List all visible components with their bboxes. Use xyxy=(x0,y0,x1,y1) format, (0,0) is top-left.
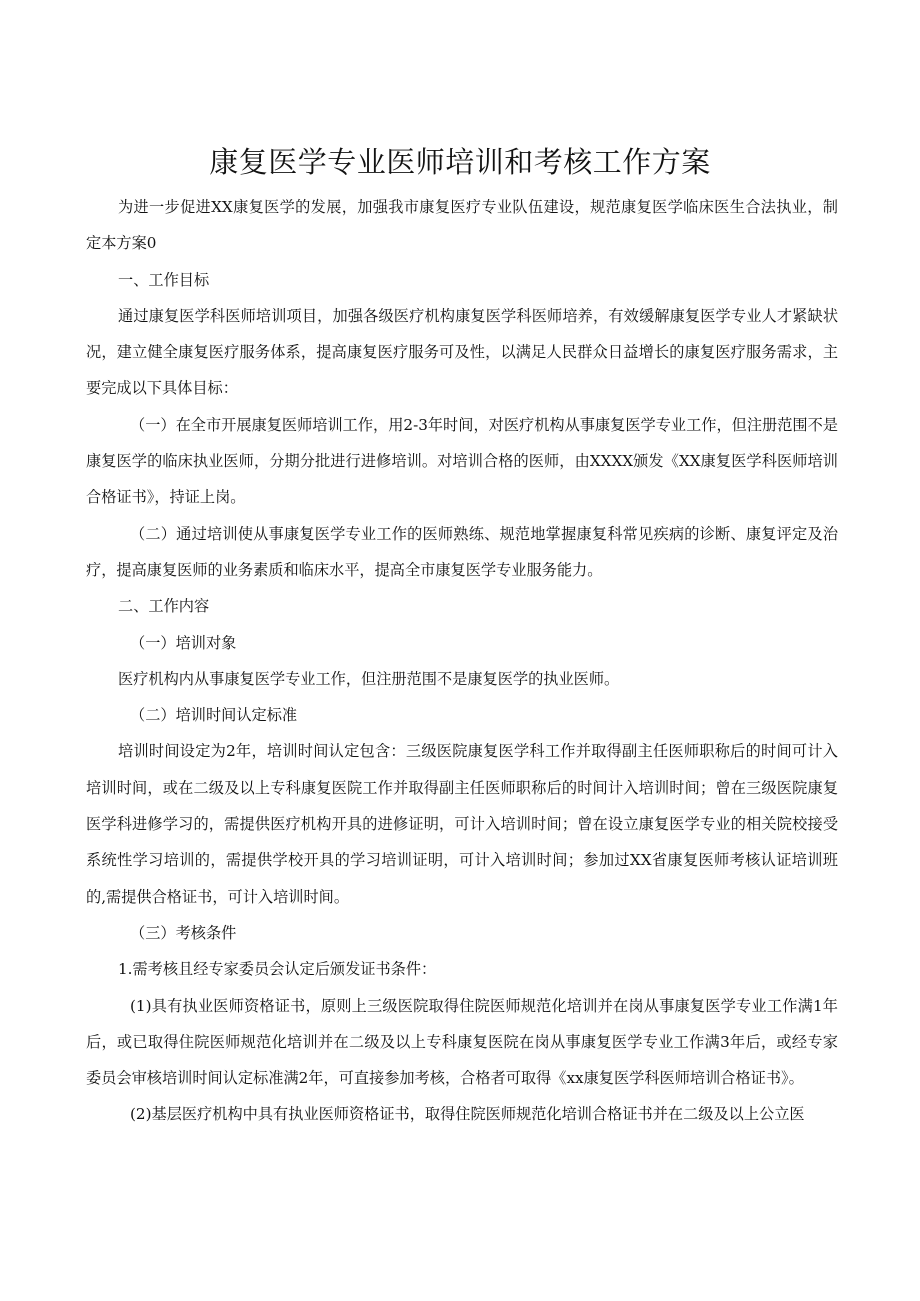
section-heading-goals: 一、工作目标 xyxy=(118,270,210,289)
paragraph-condition-1-2: (2)基层医疗机构中具有执业医师资格证书，取得住院医师规范化培训合格证书并在二级及以上公立医 xyxy=(130,1105,805,1124)
document-body xyxy=(86,189,838,1133)
paragraph-goal-2: （二）通过培训使从事康复医学专业工作的医师熟练、规范地掌握康复科常见疾病的诊断、康复评定及治疗，提高康复医师的业务素质和临床水平，提高全市康复医学专业服务能力。 xyxy=(86,524,838,579)
paragraph-condition-1: 1.需考核且经专家委员会认定后颁发证书条件： xyxy=(118,960,437,979)
paragraph-goals: 通过康复医学科医师培训项目，加强各级医疗机构康复医学科医师培养，有效缓解康复医学专业人才紧缺状况，建立健全康复医疗服务体系，提高康复医疗服务可及性，以满足人民群众日益增长的康复医疗服务需求，主要完成以下具体目标： xyxy=(86,306,838,398)
subheading-training-target: （一）培训对象 xyxy=(130,633,237,652)
section-heading-content: 二、工作内容 xyxy=(118,597,210,616)
paragraph-training-target: 医疗机构内从事康复医学专业工作，但注册范围不是康复医学的执业医师。 xyxy=(118,669,620,688)
subheading-training-time: （二）培训时间认定标准 xyxy=(130,706,298,725)
document-title: 康复医学专业医师培训和考核工作方案 xyxy=(209,145,711,179)
subheading-assessment-conditions: （三）考核条件 xyxy=(130,923,237,942)
paragraph-intro: 为进一步促进XX康复医学的发展，加强我市康复医疗专业队伍建设，规范康复医学临床医生合法执业，制定本方案0 xyxy=(86,198,838,253)
paragraph-condition-1-1: (1)具有执业医师资格证书，原则上三级医院取得住院医师规范化培训并在岗从事康复医学专业工作满1年后，或已取得住院医师规范化培训并在二级及以上专科康复医院在岗从事康复医学专业工作满3年后，或经专家委员会审核培训时间认定标准满2年，可直接参加考核，合格者可取得《xx康复医学科医师培训合格证书》。 xyxy=(86,996,838,1088)
paragraph-training-time: 培训时间设定为2年，培训时间认定包含：三级医院康复医学科工作并取得副主任医师职称后的时间可计入培训时间，或在二级及以上专科康复医院工作并取得副主任医师职称后的时间计入培训时间；曾在三级医院康复医学科进修学习的，需提供医疗机构开具的进修证明，可计入培训时间；曾在设立康复医学专业的相关院校接受系统性学习培训的，需提供学校开具的学习培训证明，可计入培训时间；参加过XX省康复医师考核认证培训班的,需提供合格证书，可计入培训时间。 xyxy=(86,742,838,906)
paragraph-goal-1: （一）在全市开展康复医师培训工作，用2-3年时间，对医疗机构从事康复医学专业工作，但注册范围不是康复医学的临床执业医师，分期分批进行进修培训。对培训合格的医师，由XXXX颁发《XX康复医学科医师培训合格证书》，持证上岗。 xyxy=(86,415,838,507)
